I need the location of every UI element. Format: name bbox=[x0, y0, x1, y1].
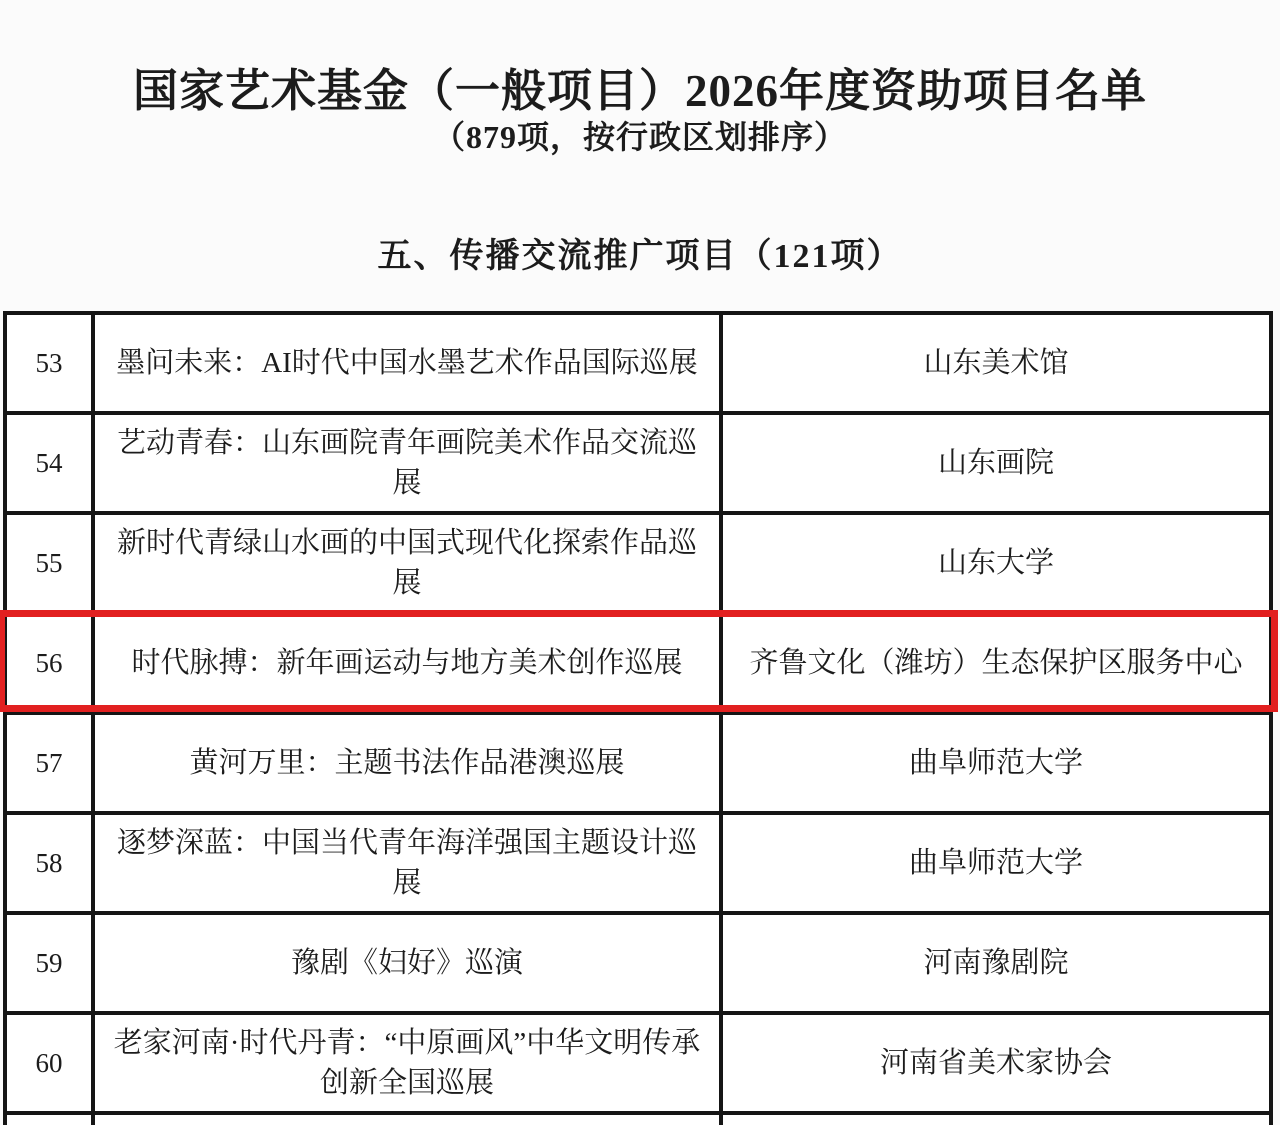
organization-cell: 曲阜师范大学 bbox=[908, 847, 1083, 879]
table-row bbox=[7, 715, 1269, 815]
organization-cell: 山东大学 bbox=[937, 547, 1054, 579]
organization-cell: 山东画院 bbox=[937, 447, 1054, 479]
section-heading: 五、传播交流推广项目（121项） bbox=[377, 238, 903, 275]
project-name-cell: 新时代青绿山水画的中国式现代化探索作品巡展 bbox=[95, 515, 723, 611]
projects-table bbox=[3, 311, 1273, 1125]
table-row-partial bbox=[7, 1115, 1269, 1125]
table-row bbox=[7, 815, 1269, 915]
row-number-cell: 59 bbox=[7, 915, 95, 1011]
project-name-cell: 豫剧《妇好》巡演 bbox=[95, 915, 723, 1011]
table-row bbox=[7, 415, 1269, 515]
table-row bbox=[7, 1015, 1269, 1115]
row-number-cell bbox=[7, 1115, 95, 1125]
project-name-cell: 墨问未来：AI时代中国水墨艺术作品国际巡展 bbox=[95, 315, 723, 411]
organization-cell: 齐鲁文化（潍坊）生态保护区服务中心 bbox=[749, 647, 1243, 679]
page-title: 国家艺术基金（一般项目）2026年度资助项目名单 bbox=[132, 66, 1147, 116]
row-number-cell: 54 bbox=[7, 415, 95, 511]
organization-cell: 河南豫剧院 bbox=[923, 947, 1069, 979]
project-name-cell: 老家河南·时代丹青：“中原画风”中华文明传承创新全国巡展 bbox=[95, 1015, 723, 1111]
project-name-cell: 艺动青春：山东画院青年画院美术作品交流巡展 bbox=[95, 415, 723, 511]
project-name-cell bbox=[95, 1115, 723, 1125]
project-name-cell: 逐梦深蓝：中国当代青年海洋强国主题设计巡展 bbox=[95, 815, 723, 911]
organization-cell: 山东美术馆 bbox=[923, 347, 1069, 379]
table-row-highlighted bbox=[7, 615, 1269, 715]
row-number-cell: 53 bbox=[7, 315, 95, 411]
row-number-cell: 55 bbox=[7, 515, 95, 611]
page-subtitle: （879项，按行政区划排序） bbox=[432, 119, 847, 155]
table-row bbox=[7, 915, 1269, 1015]
project-name-cell: 时代脉搏：新年画运动与地方美术创作巡展 bbox=[95, 615, 723, 711]
project-name-cell: 黄河万里：主题书法作品港澳巡展 bbox=[95, 715, 723, 811]
row-number-cell: 60 bbox=[7, 1015, 95, 1111]
organization-cell bbox=[723, 1115, 1269, 1125]
table-row bbox=[7, 515, 1269, 615]
row-number-cell: 56 bbox=[7, 615, 95, 711]
organization-cell: 曲阜师范大学 bbox=[908, 747, 1083, 779]
row-number-cell: 57 bbox=[7, 715, 95, 811]
table-row bbox=[7, 315, 1269, 415]
organization-cell: 河南省美术家协会 bbox=[879, 1047, 1112, 1079]
row-number-cell: 58 bbox=[7, 815, 95, 911]
